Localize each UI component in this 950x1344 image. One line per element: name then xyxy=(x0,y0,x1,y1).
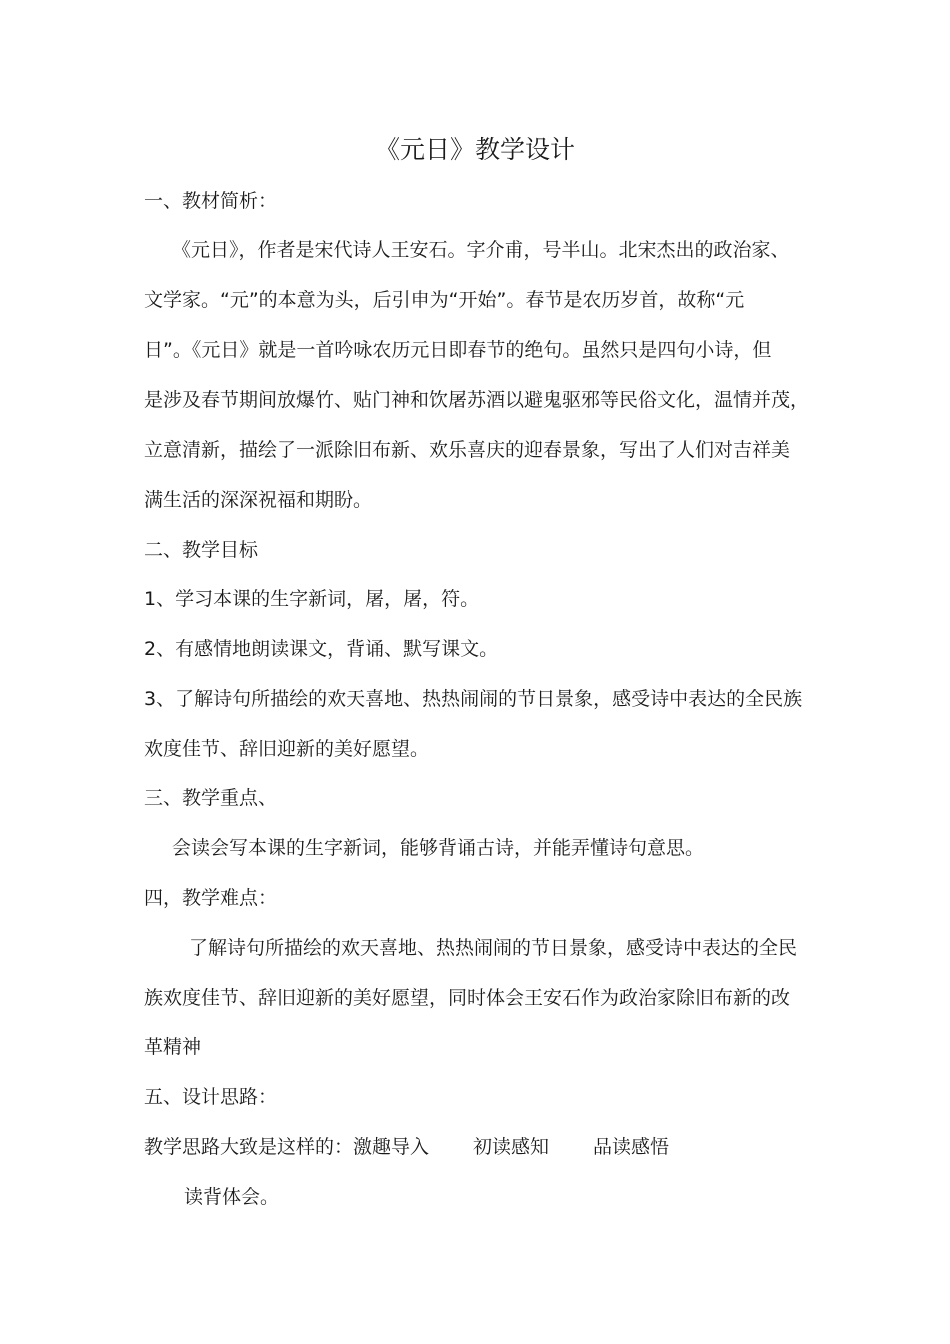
design-step: 激趣导入 xyxy=(353,1136,430,1158)
section-1-line: 满生活的深深祝福和期盼。 xyxy=(144,489,373,511)
design-intro: 教学思路大致是这样的： xyxy=(144,1136,354,1158)
section-4-heading: 四，教学难点： xyxy=(144,887,278,909)
difficulty-line: 革精神 xyxy=(144,1036,202,1058)
section-3-heading: 三、教学重点、 xyxy=(144,787,278,809)
section-1-line: 《元日》，作者是宋代诗人王安石。字介甫，号半山。北宋杰出的政治家、 xyxy=(172,239,790,261)
section-1-line: 文学家。“元”的本意为头，后引申为“开始”。春节是农历岁首，故称“元 xyxy=(144,289,745,311)
objective-item: 2、有感情地朗读课文，背诵、默写课文。 xyxy=(144,638,499,660)
section-1-line: 日”。《元日》就是一首吟咏农历元日即春节的绝句。虽然只是四句小诗，但 xyxy=(144,339,772,361)
section-2-heading: 二、教学目标 xyxy=(144,539,259,561)
objective-item: 3、了解诗句所描绘的欢天喜地、热热闹闹的节日景象，感受诗中表达的全民族 xyxy=(144,688,803,710)
section-5-heading: 五、设计思路： xyxy=(144,1086,278,1108)
objective-item: 1、学习本课的生字新词，屠，屠，符。 xyxy=(144,588,480,610)
objective-item: 欢度佳节、辞旧迎新的美好愿望。 xyxy=(144,738,430,760)
design-step: 初读感知 xyxy=(473,1136,550,1158)
difficulty-line: 族欢度佳节、辞旧迎新的美好愿望，同时体会王安石作为政治家除旧布新的改 xyxy=(144,987,791,1009)
difficulty-line: 了解诗句所描绘的欢天喜地、热热闹闹的节日景象，感受诗中表达的全民 xyxy=(189,937,798,959)
design-step: 品读感悟 xyxy=(593,1136,670,1158)
section-1-heading: 一、教材简析： xyxy=(144,190,278,212)
section-1-line: 立意清新，描绘了一派除旧布新、欢乐喜庆的迎春景象，写出了人们对吉祥美 xyxy=(144,439,791,461)
key-point-text: 会读会写本课的生字新词，能够背诵古诗，并能弄懂诗句意思。 xyxy=(172,837,705,859)
section-1-line: 是涉及春节期间放爆竹、贴门神和饮屠苏酒以避鬼驱邪等民俗文化，温情并茂， xyxy=(144,389,810,411)
document-title: 《元日》教学设计 xyxy=(374,135,575,164)
design-last-step: 读背体会。 xyxy=(184,1186,280,1208)
design-steps xyxy=(144,1133,669,1161)
